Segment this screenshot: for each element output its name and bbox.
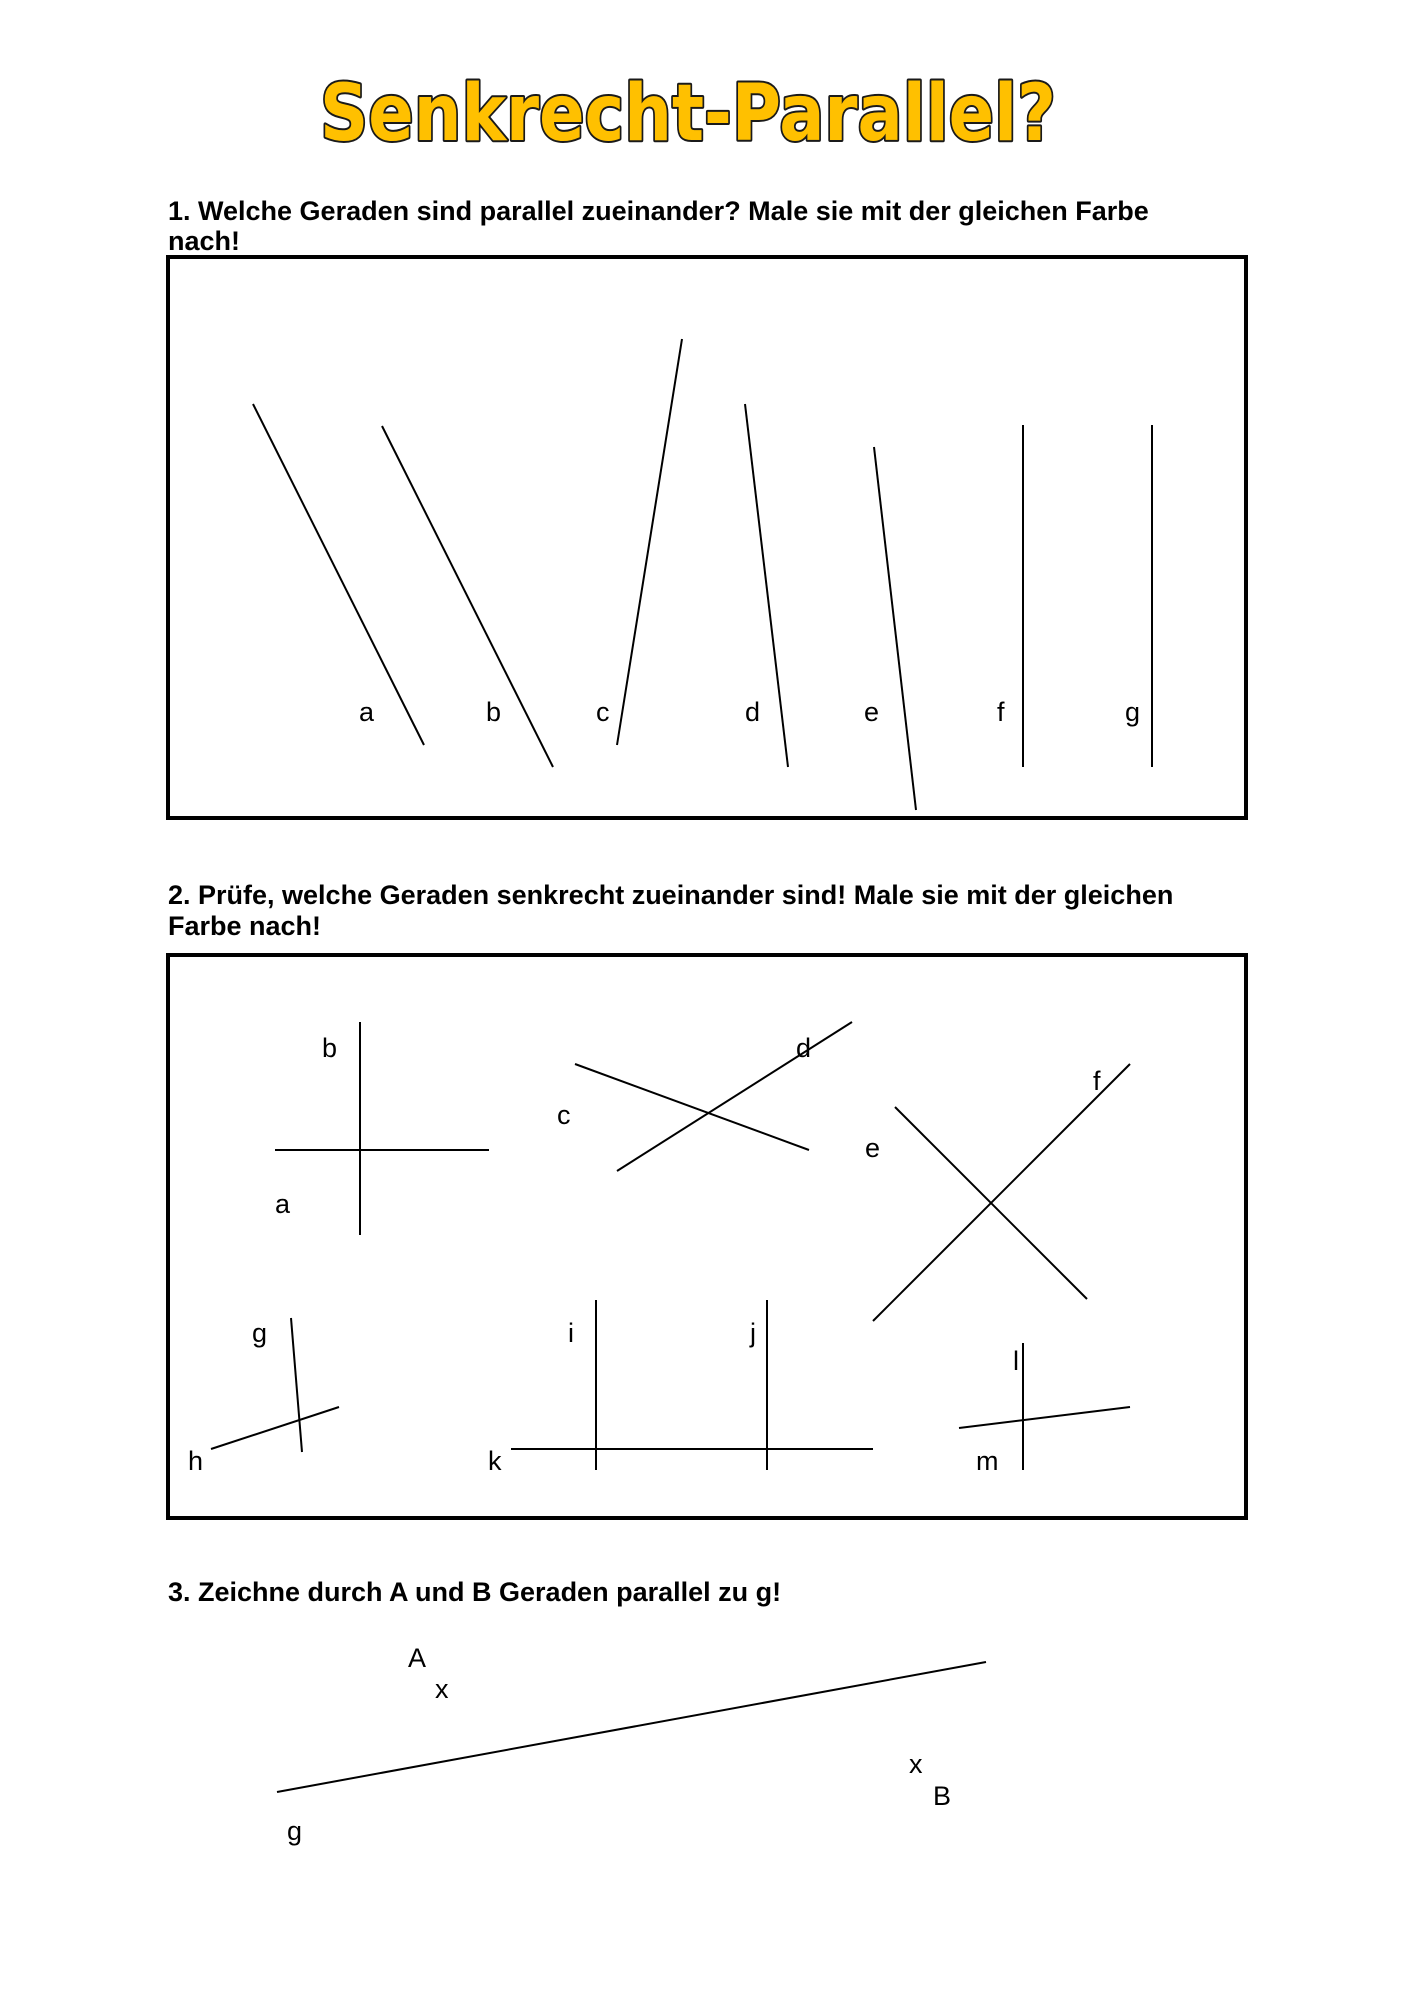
line-label-h: h	[188, 1446, 204, 1476]
line-g[interactable]	[277, 1662, 986, 1792]
task-3	[168, 1577, 986, 1846]
line-label-a: a	[275, 1189, 291, 1219]
point-a-marker[interactable]: x	[435, 1674, 449, 1704]
point-b-label: B	[933, 1781, 952, 1811]
line-label-g: g	[252, 1318, 268, 1348]
task-2	[168, 880, 1246, 1518]
line-d[interactable]	[617, 1022, 852, 1171]
worksheet-title: Senkrecht-Parallel?	[320, 69, 1056, 159]
line-label-g: g	[287, 1816, 303, 1846]
line-label-b: b	[486, 697, 502, 727]
line-f[interactable]	[873, 1064, 1130, 1321]
line-label-j: j	[750, 1318, 756, 1348]
line-label-l: l	[1013, 1346, 1019, 1376]
line-label-b: b	[322, 1033, 338, 1063]
task-2-heading-line-1: 2. Prüfe, welche Geraden senkrecht zueinander sind! Male sie mit der gleichen	[168, 880, 1174, 910]
line-h[interactable]	[211, 1407, 339, 1449]
line-label-f: f	[1093, 1066, 1101, 1096]
point-a-label: A	[408, 1643, 427, 1673]
line-label-e: e	[864, 697, 880, 727]
point-b-marker[interactable]: x	[909, 1749, 923, 1779]
task-2-heading-line-2: Farbe nach!	[168, 911, 322, 941]
line-label-e: e	[865, 1133, 881, 1163]
line-m[interactable]	[959, 1407, 1130, 1428]
task-1-heading-line-1: 1. Welche Geraden sind parallel zueinander? Male sie mit der gleichen Farbe	[168, 196, 1149, 226]
line-label-c: c	[557, 1100, 571, 1130]
line-label-k: k	[488, 1446, 502, 1476]
task-1	[168, 196, 1246, 818]
line-c[interactable]	[617, 339, 682, 745]
line-label-m: m	[976, 1446, 999, 1476]
line-label-d: d	[745, 697, 761, 727]
line-g[interactable]	[291, 1318, 302, 1452]
line-label-a: a	[359, 697, 375, 727]
line-b[interactable]	[382, 426, 553, 767]
line-e[interactable]	[874, 447, 916, 810]
task-1-heading-line-2: nach!	[168, 226, 241, 256]
line-label-f: f	[997, 697, 1005, 727]
line-label-c: c	[596, 697, 610, 727]
task-3-heading: 3. Zeichne durch A und B Geraden parallel zu g!	[168, 1577, 782, 1607]
line-a[interactable]	[253, 404, 424, 745]
line-label-d: d	[796, 1033, 812, 1063]
line-label-i: i	[568, 1318, 574, 1348]
line-c[interactable]	[575, 1064, 809, 1150]
task-1-frame	[168, 257, 1246, 818]
line-label-g: g	[1125, 697, 1141, 727]
